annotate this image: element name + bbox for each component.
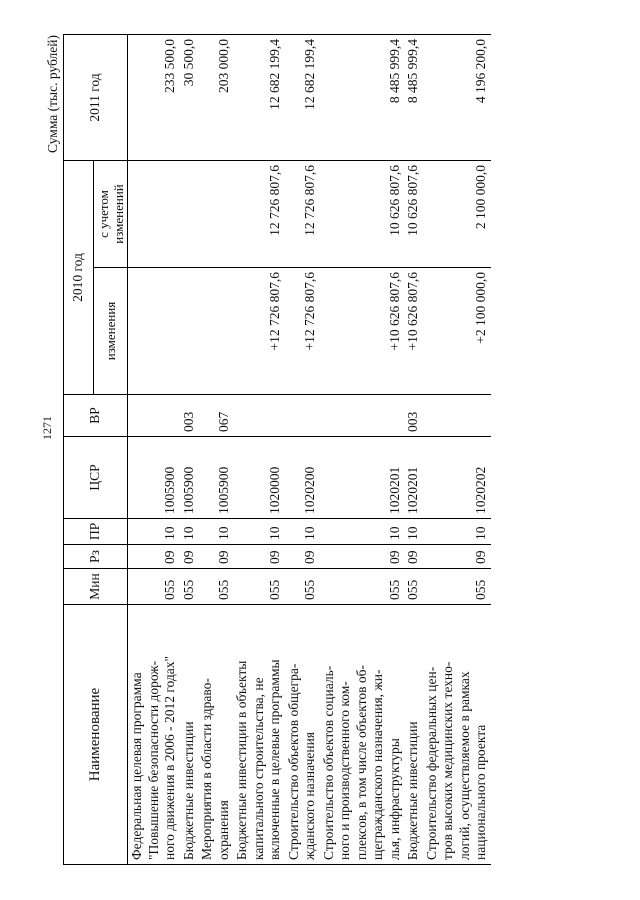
cell-pr: 10: [233, 519, 285, 545]
cell-name: Строительство объектов социаль- ного и производственного ком- плексов, в том числе объектов об- щегражданского назначения, жи- лья, инфраструктуры: [320, 605, 405, 865]
header-name: Наименование: [64, 605, 128, 865]
cell-name: Мероприятия в области здраво- охранения: [198, 605, 233, 865]
table-row: [285, 35, 320, 865]
cell-with-changes: 12 726 807,6: [233, 161, 285, 268]
cell-min: 055: [320, 569, 405, 605]
cell-name: Федеральная целевая программа "Повышение безопасности дорож- ного движения в 2006 - 2012 годах": [128, 605, 180, 865]
cell-changes: +12 726 807,6: [233, 268, 285, 395]
cell-y2011: 12 682 199,4: [285, 35, 320, 161]
cell-changes: +2 100 000,0: [423, 268, 491, 395]
cell-with-changes: 12 726 807,6: [285, 161, 320, 268]
cell-pr: 10: [285, 519, 320, 545]
budget-table: [63, 34, 491, 865]
cell-rz: 09: [198, 545, 233, 569]
cell-rz: 09: [423, 545, 491, 569]
cell-pr: 10: [198, 519, 233, 545]
cell-pr: 10: [128, 519, 180, 545]
cell-with-changes: 2 100 000,0: [423, 161, 491, 268]
cell-vr: 003: [404, 395, 423, 437]
cell-csr: 1020201: [320, 437, 405, 519]
cell-rz: 09: [404, 545, 423, 569]
header-vr: ВР: [64, 395, 128, 437]
table-row: [320, 35, 405, 865]
cell-changes: +12 726 807,6: [285, 268, 320, 395]
cell-name: Бюджетные инвестиции в объекты капитального строительства, не включенные в целевые программы: [233, 605, 285, 865]
cell-with-changes: 10 626 807,6: [404, 161, 423, 268]
cell-min: 055: [198, 569, 233, 605]
cell-vr: [128, 395, 180, 437]
rotated-page: [45, 35, 605, 865]
cell-changes: [128, 268, 180, 395]
cell-name: Строительство федеральных цен- тров высоких медицинских техно- логий, осуществляемое в рамках национального проекта: [423, 605, 491, 865]
cell-min: 055: [233, 569, 285, 605]
cell-y2011: 30 500,0: [180, 35, 199, 161]
cell-changes: [198, 268, 233, 395]
cell-min: 055: [180, 569, 199, 605]
cell-changes: +10 626 807,6: [320, 268, 405, 395]
cell-with-changes: 10 626 807,6: [320, 161, 405, 268]
cell-rz: 09: [320, 545, 405, 569]
cell-pr: 10: [423, 519, 491, 545]
cell-csr: 1020202: [423, 437, 491, 519]
table-row: [233, 35, 285, 865]
cell-name: Бюджетные инвестиции: [180, 605, 199, 865]
cell-rz: 09: [233, 545, 285, 569]
unit-note: Сумма (тыс. рублей): [45, 35, 60, 153]
cell-rz: 09: [180, 545, 199, 569]
cell-csr: 1005900: [128, 437, 180, 519]
header-csr: ЦСР: [64, 437, 128, 519]
cell-y2011: 203 000,0: [198, 35, 233, 161]
header-year-2011: 2011 год: [64, 35, 128, 161]
header-min: Мин: [64, 569, 128, 605]
cell-changes: [180, 268, 199, 395]
cell-csr: 1005900: [198, 437, 233, 519]
table-row: [423, 35, 491, 865]
header-changes: изменения: [94, 268, 128, 395]
cell-with-changes: [180, 161, 199, 268]
cell-vr: [285, 395, 320, 437]
cell-csr: 1020000: [233, 437, 285, 519]
cell-y2011: 12 682 199,4: [233, 35, 285, 161]
cell-y2011: 8 485 999,4: [320, 35, 405, 161]
cell-name: Строительство объектов общегра- жданского назначения: [285, 605, 320, 865]
header-pr: ПР: [64, 519, 128, 545]
table-row: [198, 35, 233, 865]
table-body: [128, 35, 491, 865]
cell-y2011: 4 196 200,0: [423, 35, 491, 161]
cell-with-changes: [198, 161, 233, 268]
cell-vr: 003: [180, 395, 199, 437]
table-row: [180, 35, 199, 865]
header-with-changes: с учетом изменений: [94, 161, 128, 268]
cell-csr: 1005900: [180, 437, 199, 519]
cell-min: 055: [423, 569, 491, 605]
cell-with-changes: [128, 161, 180, 268]
cell-y2011: 233 500,0: [128, 35, 180, 161]
cell-vr: [233, 395, 285, 437]
cell-rz: 09: [128, 545, 180, 569]
cell-pr: 10: [180, 519, 199, 545]
cell-pr: 10: [404, 519, 423, 545]
table-row: [128, 35, 180, 865]
cell-rz: 09: [285, 545, 320, 569]
cell-vr: [320, 395, 405, 437]
cell-vr: 067: [198, 395, 233, 437]
cell-min: 055: [128, 569, 180, 605]
cell-min: 055: [285, 569, 320, 605]
cell-csr: 1020200: [285, 437, 320, 519]
cell-vr: [423, 395, 491, 437]
cell-changes: +10 626 807,6: [404, 268, 423, 395]
table-row: [404, 35, 423, 865]
header-year-2010: 2010 год: [64, 161, 94, 395]
cell-y2011: 8 485 999,4: [404, 35, 423, 161]
cell-csr: 1020201: [404, 437, 423, 519]
header-rz: Рз: [64, 545, 128, 569]
cell-name: Бюджетные инвестиции: [404, 605, 423, 865]
cell-pr: 10: [320, 519, 405, 545]
page-number: 1271: [40, 416, 54, 440]
cell-min: 055: [404, 569, 423, 605]
